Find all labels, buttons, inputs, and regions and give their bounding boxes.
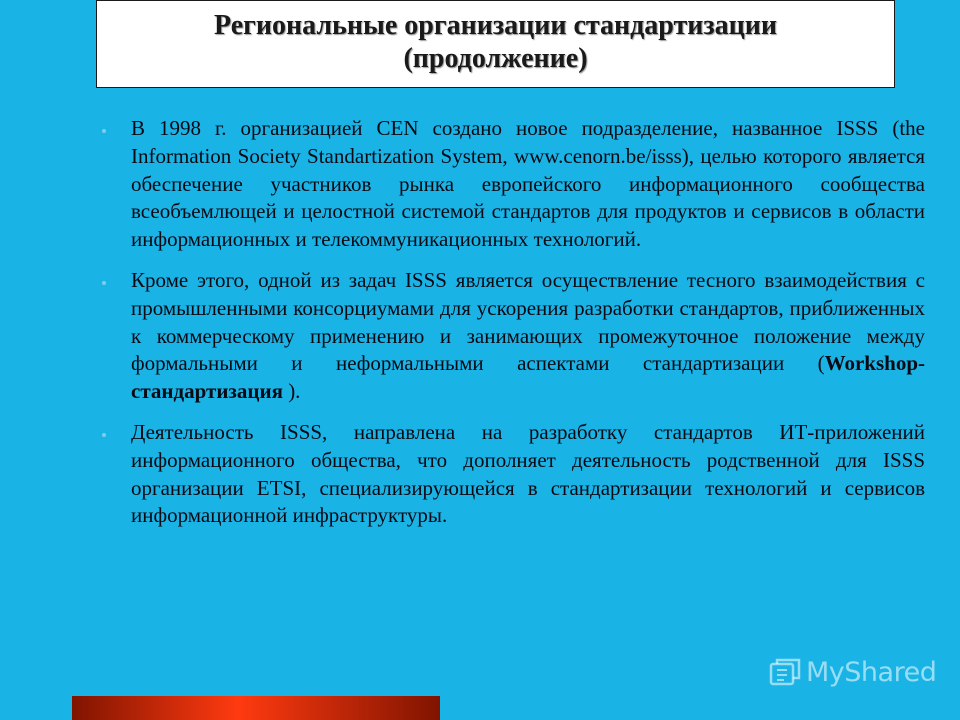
watermark (768, 655, 936, 689)
bullet-dot-icon (102, 129, 106, 133)
bottom-decorative-bar (72, 696, 440, 720)
bullet-item-2 (100, 267, 925, 406)
bullet-dot-icon (102, 281, 106, 285)
slide-title-line-1: Региональные организации стандартизации (213, 10, 778, 41)
bullet-text-1: В 1998 г. организацией CEN создано новое подразделение, названное ISSS (the Information Society Standartization System, www.cenorn.be/isss), целью которого является обеспечение участников рынка европейского информационного сообщества всеобъемлющей и целостной системой стандартов для продуктов и сервисов в области информационных и телекоммуникационных технологий. (131, 116, 925, 252)
bullet-item-3 (100, 419, 925, 530)
slide-title (214, 9, 777, 79)
bullet-list (100, 115, 925, 543)
slide-title-line-2: (продолжение) (403, 43, 588, 74)
bullet-text-2-after: ). (282, 379, 301, 404)
watermark-text: MyShared (806, 656, 937, 688)
bullet-item-1 (100, 115, 925, 254)
title-box (96, 0, 895, 88)
bullet-text-2-bold: Workshop-стандартизация (131, 351, 925, 404)
bullet-text-2-before: Кроме этого, одной из задач ISSS является осуществление тесного взаимодействия с промышленными консорциумами для ускорения разработки стандартов, приближенных к коммерческому применению и занимающих промежуточное положение между формальными и неформальными аспектами стандартизации ( (131, 267, 925, 376)
bullet-text-2 (131, 267, 925, 406)
bullet-text-3: Деятельность ISSS, направлена на разработку стандартов ИТ-приложений информационного общества, что дополняет деятельность родственной для ISSS организации ETSI, специализирующейся в стандартизации технологий и сервисов информационной инфраструктуры. (131, 419, 925, 528)
bullet-dot-icon (102, 433, 106, 437)
myshared-logo-icon (768, 655, 802, 689)
